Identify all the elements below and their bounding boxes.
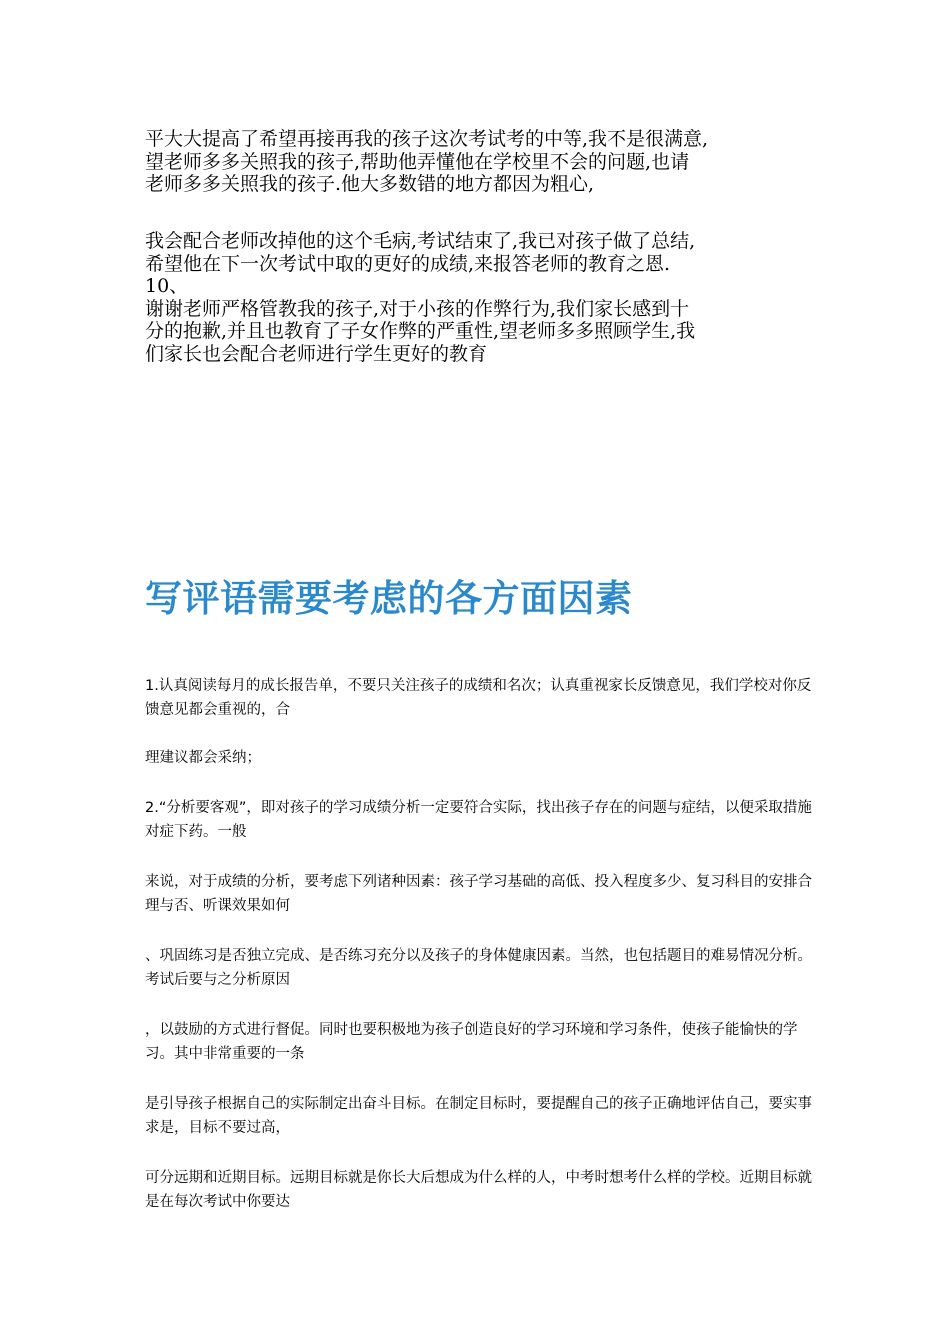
body-paragraph-8: 可分远期和近期目标。远期目标就是你长大后想成为什么样的人，中考时想考什么样的学校。近期目标就是在每次考试中你要达 [145,1170,812,1210]
body-paragraph-7: 是引导孩子根据自己的实际制定出奋斗目标。在制定目标时，要提醒自己的孩子正确地评估自己，要实事求是，目标不要过高， [145,1096,812,1136]
section-heading: 写评语需要考虑的各方面因素 [145,577,633,620]
body-paragraph-3: 2.“分析要客观”，即对孩子的学习成绩分析一定要符合实际，找出孩子存在的问题与症结，以便采取措施对症下药。一般 [145,800,812,840]
body-paragraph-2: 理建议都会采纳； [145,750,261,766]
body-paragraph-5: 、巩固练习是否独立完成、是否练习充分以及孩子的身体健康因素。当然，也包括题目的难易情况分析。考试后要与之分析原因 [145,948,812,988]
letter-paragraph-2: 我会配合老师改掉他的这个毛病,考试结束了,我已对孩子做了总结, 希望他在下一次考试中取的更好的成绩,来报答老师的教育之恩. 10、 谢谢老师严格管教我的孩子,对于小孩的作弊行为,我们家长感到十 分的抱歉,并且也教育了子女作弊的严重性,望老师多多照顾学生,我 们家长也会配合老师进行学生更好的教育 [145,230,696,365]
letter-paragraph-1: 平大大提高了希望再接再我的孩子这次考试考的中等,我不是很满意, 望老师多多关照我的孩子,帮助他弄懂他在学校里不会的问题,也请 老师多多关照我的孩子.他大多数错的地方都因为粗心, [145,128,709,195]
body-paragraph-4: 来说，对于成绩的分析，要考虑下列诸种因素：孩子学习基础的高低、投入程度多少、复习科目的安排合理与否、听课效果如何 [145,874,812,914]
body-paragraph-6: ，以鼓励的方式进行督促。同时也要积极地为孩子创造良好的学习环境和学习条件，使孩子能愉快的学习。其中非常重要的一条 [145,1022,798,1062]
body-paragraph-1: 1.认真阅读每月的成长报告单，不要只关注孩子的成绩和名次；认真重视家长反馈意见，我们学校对你反馈意见都会重视的，合 [145,678,812,718]
